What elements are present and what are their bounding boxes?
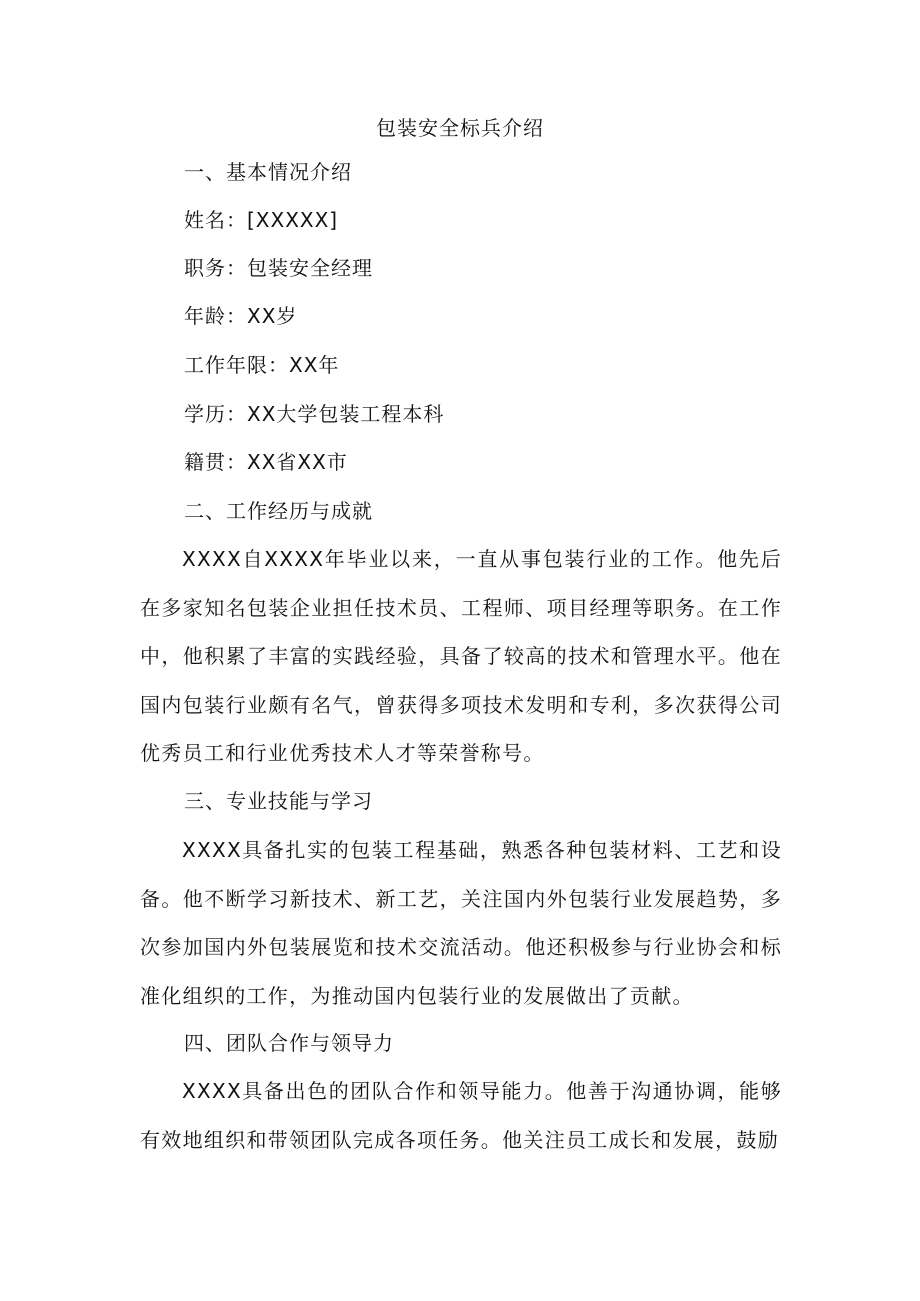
info-value: XX年: [289, 353, 340, 377]
paragraph-teamwork: XXXX具备出色的团队合作和领导能力。他善于沟通协调，能够有效地组织和带领团队完成各项任务。他关注员工成长和发展，鼓励: [140, 1079, 782, 1152]
info-row-work-years: [184, 347, 339, 383]
section-heading-basic-info: 一、基本情况介绍: [184, 160, 352, 184]
info-value: XX大学包装工程本科: [247, 402, 445, 426]
info-label: 职务：: [184, 256, 247, 280]
info-value: XX岁: [247, 304, 298, 328]
info-label: 工作年限：: [184, 353, 289, 377]
section-heading-work-experience: 二、工作经历与成就: [184, 499, 373, 523]
info-row-name: [184, 202, 338, 238]
info-label: 籍贯：: [184, 450, 247, 474]
info-value: [XXXXX]: [247, 208, 339, 232]
section-heading-skills: 三、专业技能与学习: [184, 789, 373, 813]
info-value: XX省XX市: [247, 450, 348, 474]
paragraph-skills: XXXX具备扎实的包装工程基础，熟悉各种包装材料、工艺和设备。他不断学习新技术、新工艺，关注国内外包装行业发展趋势，多次参加国内外包装展览和技术交流活动。他还积极参与行业协会和标准化组织的工作，为推动国内包装行业的发展做出了贡献。: [140, 838, 782, 1008]
info-label: 学历：: [184, 402, 247, 426]
paragraph-work-experience: XXXX自XXXX年毕业以来，一直从事包装行业的工作。他先后在多家知名包装企业担任技术员、工程师、项目经理等职务。在工作中，他积累了丰富的实践经验，具备了较高的技术和管理水平。他在国内包装行业颇有名气，曾获得多项技术发明和专利，多次获得公司优秀员工和行业优秀技术人才等荣誉称号。: [140, 547, 782, 765]
section-heading-teamwork: 四、团队合作与领导力: [184, 1031, 394, 1055]
info-row-hometown: [184, 444, 348, 480]
info-row-age: [184, 298, 297, 334]
info-label: 年龄：: [184, 304, 247, 328]
document-title: 包装安全标兵介绍: [376, 116, 544, 140]
info-row-position: [184, 250, 373, 286]
info-value: 包装安全经理: [247, 256, 373, 280]
info-label: 姓名：: [184, 208, 247, 232]
info-row-education: [184, 396, 444, 432]
